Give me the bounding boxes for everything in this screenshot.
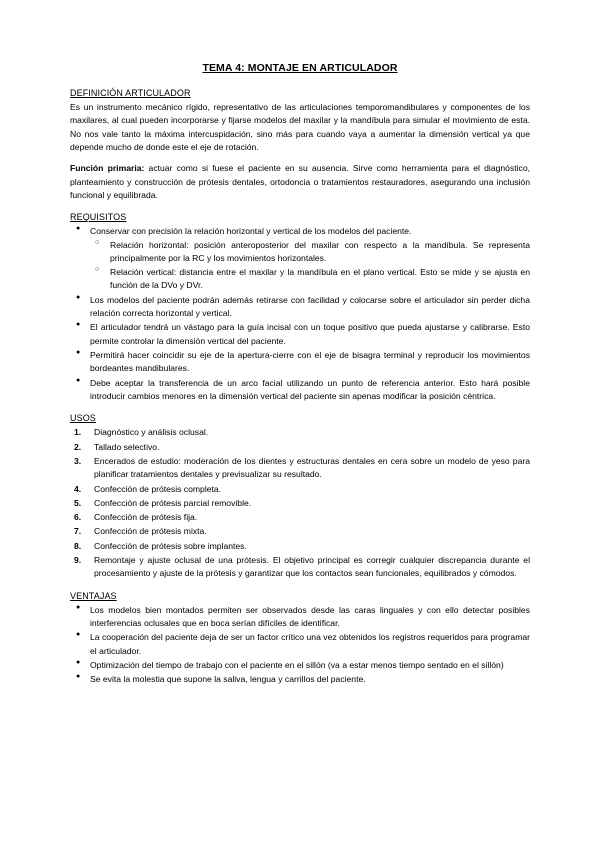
list-item: ● El articulador tendrá un vástago para la guía incisal con un toque positivo que pueda ajustarse y calibrarse. Esto permite controlar la dimensión vertical del paciente. [70, 321, 530, 348]
list-item: Remontaje y ajuste oclusal de una prótesis. El objetivo principal es corregir cualquier discrepancia durante el procesamiento y ajuste de la prótesis y garantizar que los contactos sean funcionales, equilibrados y cómodos. [94, 555, 530, 579]
definicion-paragraph-1: Es un instrumento mecánico rígido, representativo de las articulaciones temporomandibulares y componentes de los maxilares, al cual pueden incorporarse y fijarse modelos del maxilar y la mandíbula para simular el movimiento de esta. No nos vale tanto la máxima intercuspidación, sino más para cuando vaya a aumentar la dimensión vertical ya que depende mucho de donde este el eje de rotación. [70, 102, 530, 152]
list-item: Confección de prótesis sobre implantes. [94, 540, 247, 551]
list-item: Confección de prótesis fija. [94, 512, 198, 523]
list-item: ● Los modelos bien montados permiten ser observados desde las caras linguales y con ello detectar posibles interferencias oclusales que en boca serían difíciles de identificar. [70, 604, 530, 631]
section-heading-ventajas: VENTAJAS [70, 590, 117, 601]
list-item: ○ Relación vertical: distancia entre el maxilar y la mandíbula en el plano vertical. Esto se mide y se ajusta en función de la DVo y DVr. [90, 266, 530, 293]
list-item: ● Los modelos del paciente podrán además retirarse con facilidad y colocarse sobre el articulador sin perder dicha relación correcta horizontal y vertical. [70, 294, 530, 321]
list-item: Tallado selectivo. [94, 441, 160, 452]
list-item: Encerados de estudio: moderación de los dientes y estructuras dentales en cera sobre un modelo de yeso para planificar tratamientos dentales y previsualizar su resultado. [94, 455, 530, 480]
definicion-paragraph-2 [70, 162, 530, 202]
list-item: ○ Relación horizontal: posición anteroposterior del maxilar con respecto a la mandíbula. Se representa principalmente por la RC y los movimientos horizontales. [90, 239, 530, 266]
funcion-primaria-text: actuar como si fuese el paciente en su ausencia. Sirve como herramienta para el diagnóstico, planteamiento y construcción de prótesis dentales, ortodoncia o tratamientos restauradores, asegurando una inclusión funcional y equilibrada. [70, 163, 531, 200]
list-item: ● Se evita la molestia que supone la saliva, lengua y carrillos del paciente. [70, 673, 530, 686]
section-heading-usos: USOS [70, 413, 96, 424]
funcion-primaria-label: Función primaria: [70, 163, 145, 174]
page-title: TEMA 4: MONTAJE EN ARTICULADOR [202, 62, 398, 74]
list-item: ● Permitirá hacer coincidir su eje de la apertura-cierre con el eje de bisagra terminal y reproducir los movimientos bordeantes mandibulares. [70, 349, 530, 376]
list-item-text: Conservar con precisión la relación horizontal y vertical de los modelos del paciente. [90, 226, 412, 237]
requisitos-list [70, 225, 530, 403]
list-item: ● La cooperación del paciente deja de ser un factor crítico una vez obtenidos los registros requeridos para programar el articulador. [70, 631, 530, 658]
list-item: Confección de prótesis mixta. [94, 526, 207, 537]
section-heading-requisitos: REQUISITOS [70, 212, 127, 223]
list-item: Confección de prótesis completa. [94, 483, 222, 494]
list-item [70, 225, 530, 293]
section-heading-definicion: DEFINICIÓN ARTICULADOR [70, 88, 191, 98]
usos-list [70, 426, 530, 580]
ventajas-list [70, 604, 530, 687]
requisitos-sublist [90, 239, 530, 293]
list-item: Confección de prótesis parcial removible. [94, 497, 252, 508]
list-item: ● Optimización del tiempo de trabajo con el paciente en el sillón (va a estar menos tiempo sentado en el sillón) [70, 659, 530, 672]
list-item: Diagnóstico y análisis oclusal. [94, 427, 209, 438]
list-item: ● Debe aceptar la transferencia de un arco facial utilizando un punto de referencia anterior. Esto hará posible introducir cambios menores en la dimensión vertical del paciente sin apenas modificar la posición céntrica. [70, 377, 530, 404]
